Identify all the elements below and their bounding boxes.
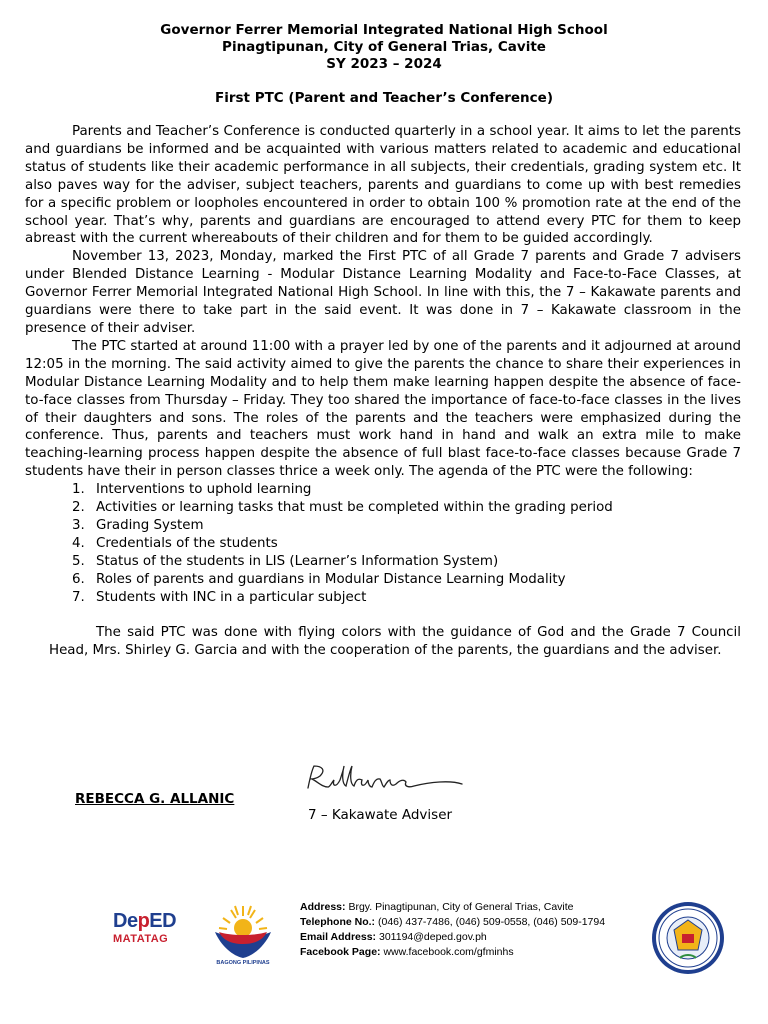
address: Brgy. Pinagtipunan, City of General Trias, Cavite [348, 901, 574, 913]
matatag-label: MATATAG [113, 933, 169, 945]
paragraph-2: November 13, 2023, Monday, marked the First PTC of all Grade 7 parents and Grade 7 advisers under Blended Distance Learning - Modular Distance Learning Modality and Face-to-Face Classes, at Governor Ferrer Memorial Integrated National High School. In line with this, the 7 – Kakawate parents and guardians were there to take part in the said event. It was done in 7 – Kakawate classroom in the presence of their adviser. [25, 249, 741, 336]
document-body [25, 123, 741, 660]
deped-wordmark: DepED [113, 910, 177, 932]
bagong-pilipinas-label: BAGONG PILIPINAS [216, 960, 270, 966]
footer [0, 890, 768, 980]
agenda-item: 2. Activities or learning tasks that must be completed within the grading period [72, 500, 613, 516]
closing-paragraph: The said PTC was done with flying colors with the guidance of God and the Grade 7 Council Head, Mrs. Shirley G. Garcia and with the cooperation of the parents, the guardians and the adviser. [49, 625, 741, 659]
handwritten-signature [300, 760, 470, 800]
agenda-item: 5. Status of the students in LIS (Learner’s Information System) [72, 553, 499, 569]
bagong-pilipinas-logo [205, 902, 281, 974]
agenda-list [25, 481, 741, 606]
contact-info: Address: Brgy. Pinagtipunan, City of General Trias, Cavite Telephone No.: (046) 437-7486, (046) 509-0558, (046) 509-1794 Email Address: 301194@deped.gov.ph Facebook Page: www.facebook.com/gfminhs [300, 901, 606, 958]
agenda-item: 1. Interventions to uphold learning [72, 482, 312, 498]
agenda-item: 4. Credentials of the students [72, 535, 278, 551]
paragraph-3: The PTC started at around 11:00 with a prayer led by one of the parents and it adjourned at around 12:05 in the morning. The said activity aimed to give the parents the chance to share their experiences in Modular Distance Learning Modality and to help them make learning happen despite the absence of face-to-face classes from Thursday – Friday. They too shared the importance of face-to-face classes in the lives of their daughters and sons. The roles of the parents and the teachers were emphasized during the conference. Thus, parents and teachers must work hand in hand and walk an extra mile to make teaching-learning process happen despite the absence of full blast face-to-face classes because Grade 7 students have their in person classes thrice a week only. The agenda of the PTC were the following: [25, 338, 741, 480]
telephone: (046) 437-7486, (046) 509-0558, (046) 509-1794 [377, 916, 606, 928]
document-title: First PTC (Parent and Teacher’s Conference) [215, 90, 553, 106]
email: 301194@deped.gov.ph [378, 931, 487, 943]
facebook-page: www.facebook.com/gfminhs [383, 946, 514, 958]
document-header [0, 22, 768, 73]
school-seal-icon [650, 900, 726, 976]
agenda-item: 3. Grading System [72, 517, 204, 533]
school-name: Governor Ferrer Memorial Integrated National High School [160, 22, 608, 38]
agenda-item: 7. Students with INC in a particular subject [72, 589, 367, 605]
signer-name: REBECCA G. ALLANIC [75, 791, 235, 807]
school-location: Pinagtipunan, City of General Trias, Cavite [222, 39, 546, 55]
agenda-item: 6. Roles of parents and guardians in Modular Distance Learning Modality [72, 571, 566, 587]
paragraph-1: Parents and Teacher’s Conference is conducted quarterly in a school year. It aims to let the parents and guardians be informed and be acquainted with various matters related to academic and educational status of students like their academic performance in all subjects, their credentials, grading system etc. It also paves way for the adviser, subject teachers, parents and guardians to come up with best remedies for a specific problem or loopholes encountered in order to obtain 100 % promotion rate at the end of the school year. That’s why, parents and guardians are encouraged to attend every PTC for them to keep abreast with the current whereabouts of their children and for them to be guided accordingly. [25, 124, 741, 247]
deped-logo [113, 910, 185, 962]
school-year: SY 2023 – 2024 [326, 56, 442, 72]
signer-role: 7 – Kakawate Adviser [308, 807, 453, 823]
bagong-pilipinas-emblem [205, 902, 281, 960]
